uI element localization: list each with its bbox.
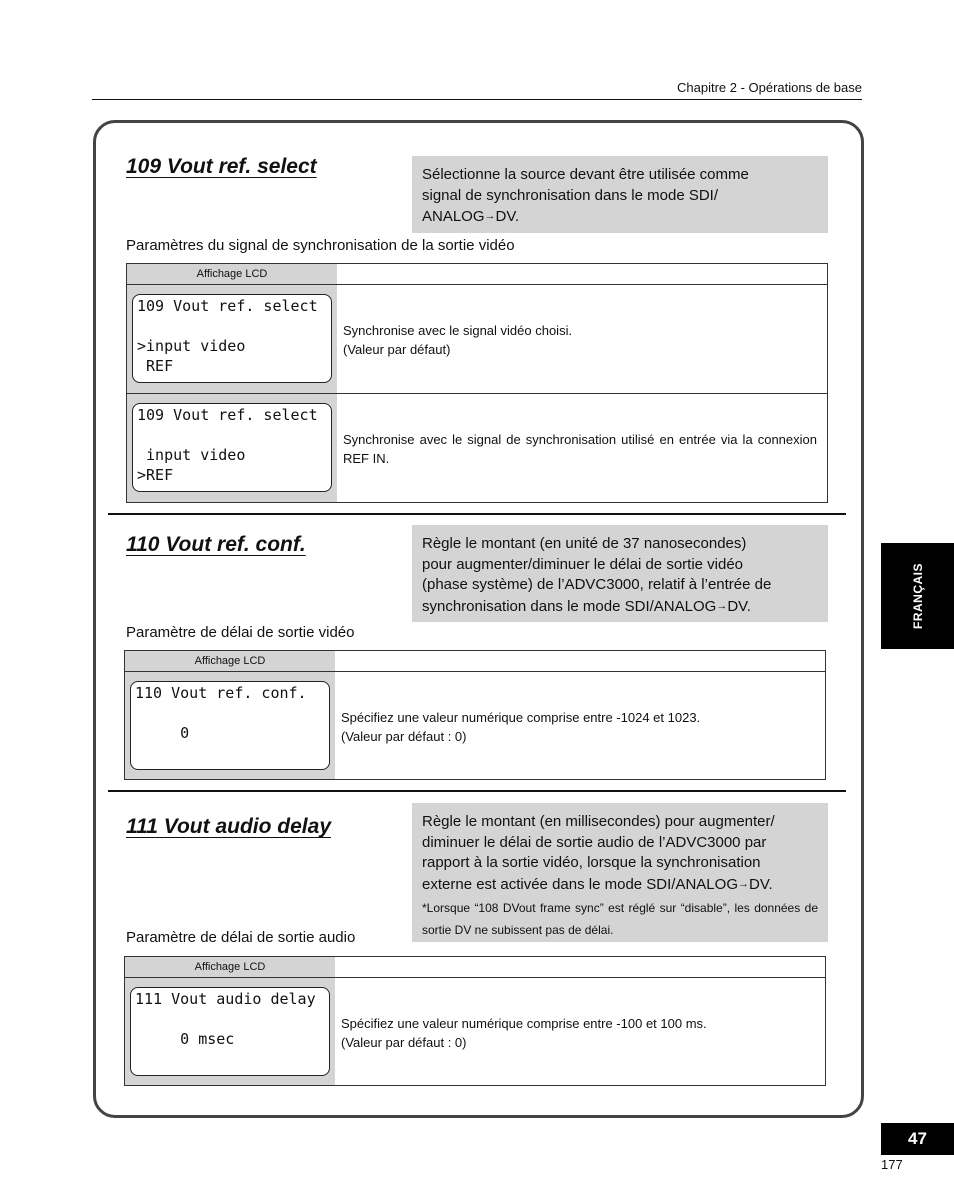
section-divider bbox=[108, 790, 846, 792]
row-description: Synchronise avec le signal vidéo choisi. (Valeur par défaut) bbox=[343, 323, 573, 357]
section-description-111: Règle le montant (en millisecondes) pour augmenter/ diminuer le délai de sortie audio de l’ADVC3000 par rapport à la sortie vidéo, lorsque la synchronisation externe est activée dans le mode SDI/ANALOG→DV. *Lorsque “108 DVout frame sync” est réglé sur “disable”, les données de sortie DV ne subissent pas de délai. bbox=[412, 803, 828, 942]
section-title-111: 111 Vout audio delay bbox=[126, 815, 331, 838]
lcd-display: 111 Vout audio delay 0 msec bbox=[130, 987, 330, 1076]
arrow-icon: → bbox=[738, 877, 749, 890]
parameter-table-111 bbox=[124, 956, 826, 1086]
table-caption-111: Paramètre de délai de sortie audio bbox=[126, 929, 356, 946]
row-description: Synchronise avec le signal de synchronisation utilisé en entrée via la connexion REF IN. bbox=[343, 432, 817, 466]
row-description: Spécifiez une valeur numérique comprise entre -1024 et 1023. (Valeur par défaut : 0) bbox=[341, 710, 701, 744]
section-description-109: Sélectionne la source devant être utilisée comme signal de synchronisation dans le mode SDI/ ANALOG→DV. bbox=[412, 156, 828, 233]
header-rule bbox=[92, 99, 862, 100]
section-title-110: 110 Vout ref. conf. bbox=[126, 533, 306, 556]
lcd-display: 110 Vout ref. conf. 0 bbox=[130, 681, 330, 770]
chapter-header: Chapitre 2 - Opérations de base bbox=[677, 80, 862, 95]
language-tab bbox=[881, 543, 954, 649]
row-description: Spécifiez une valeur numérique comprise entre -100 et 100 ms. (Valeur par défaut : 0) bbox=[341, 1016, 707, 1050]
language-tab-label: FRANÇAIS bbox=[910, 563, 925, 629]
table-header-lcd: Affichage LCD bbox=[125, 651, 335, 671]
lcd-display: 109 Vout ref. select input video >REF bbox=[132, 403, 332, 492]
section-divider bbox=[108, 513, 846, 515]
table-header-lcd: Affichage LCD bbox=[125, 957, 335, 977]
lcd-display: 109 Vout ref. select >input video REF bbox=[132, 294, 332, 383]
section-title-109: 109 Vout ref. select bbox=[126, 155, 317, 178]
table-caption-109: Paramètres du signal de synchronisation de la sortie vidéo bbox=[126, 237, 515, 254]
parameter-table-109 bbox=[126, 263, 828, 503]
section-note-111: *Lorsque “108 DVout frame sync” est réglé sur “disable”, les données de sortie DV ne subissent pas de délai. bbox=[422, 901, 818, 937]
arrow-icon: → bbox=[484, 210, 496, 222]
parameter-table-110 bbox=[124, 650, 826, 780]
section-description-110: Règle le montant (en unité de 37 nanosecondes) pour augmenter/diminuer le délai de sortie vidéo (phase système) de l’ADVC3000, relatif à l’entrée de synchronisation dans le mode SDI/ANALOG→DV. bbox=[412, 525, 828, 622]
table-caption-110: Paramètre de délai de sortie vidéo bbox=[126, 624, 355, 641]
page-number: 177 bbox=[881, 1157, 903, 1172]
page-label-box: 47 bbox=[881, 1123, 954, 1155]
arrow-icon: → bbox=[716, 599, 728, 612]
table-header-lcd: Affichage LCD bbox=[127, 264, 337, 284]
